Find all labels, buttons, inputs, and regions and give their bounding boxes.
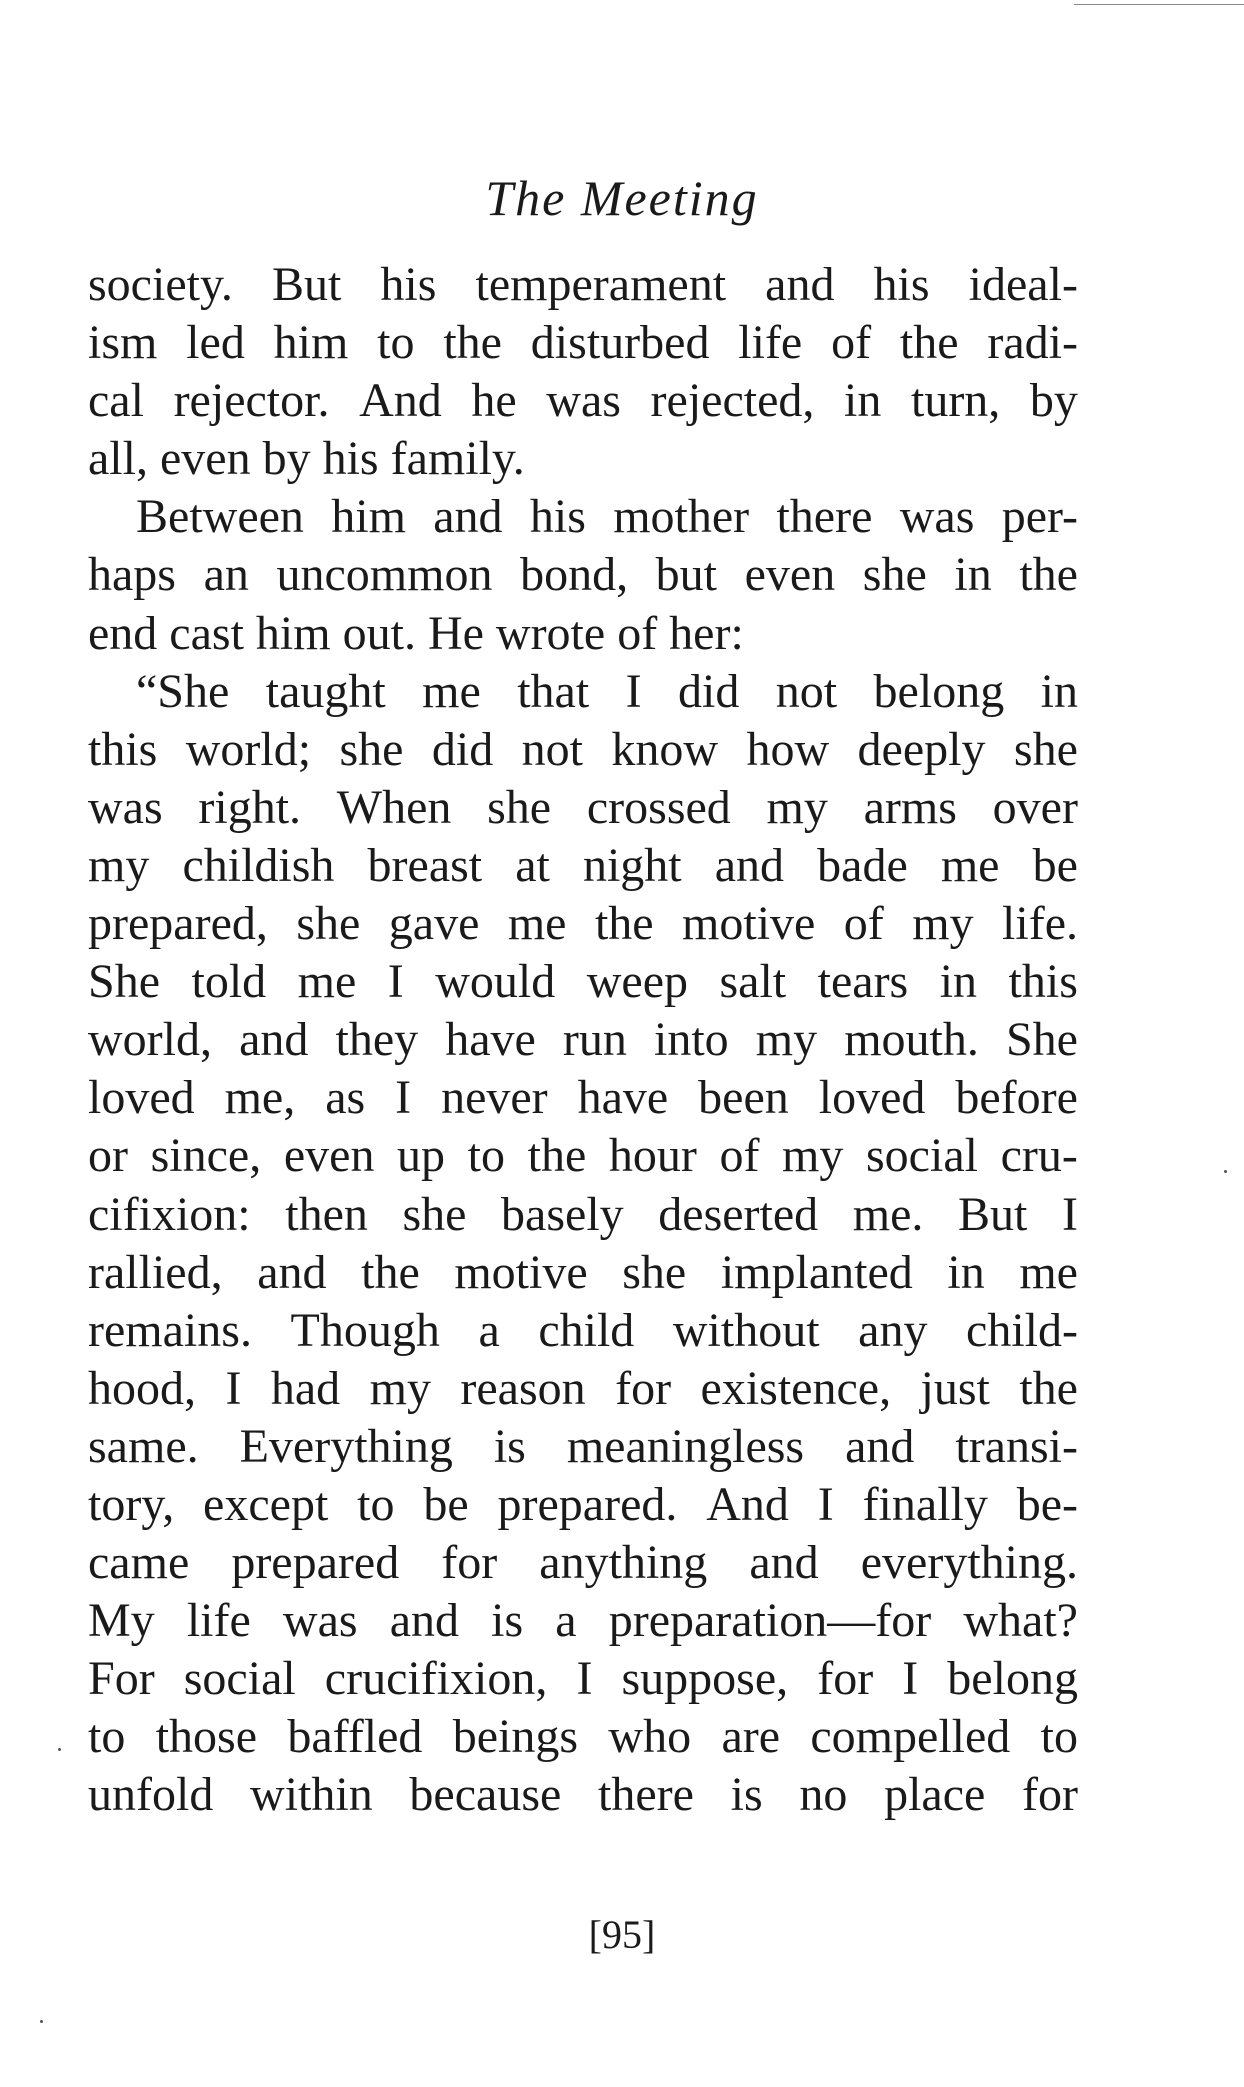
text-line: was right. When she crossed my arms over (88, 780, 1078, 834)
text-line: She told me I would weep salt tears in this (88, 955, 1078, 1009)
text-line: My life was and is a preparation—for what? (88, 1594, 1078, 1648)
text-line: end cast him out. He wrote of her: (88, 606, 744, 660)
body-text (88, 256, 1078, 1825)
text-line: Between him and his mother there was per- (136, 490, 1078, 544)
scan-edge-rule (1074, 4, 1244, 5)
text-line: society. But his temperament and his ideal- (88, 258, 1078, 311)
text-line: tory, except to be prepared. And I finally be- (88, 1477, 1078, 1531)
text-line: ism led him to the disturbed life of the radi- (88, 316, 1078, 370)
text-line: For social crucifixion, I suppose, for I belong (88, 1652, 1078, 1706)
text-line: all, even by his family. (88, 432, 525, 486)
scan-speck (40, 2020, 43, 2023)
text-line: “She taught me that I did not belong in (136, 664, 1078, 718)
text-line: to those baffled beings who are compelled to (88, 1710, 1078, 1764)
scan-speck (1224, 1170, 1227, 1173)
text-line: my childish breast at night and bade me be (88, 838, 1078, 892)
text-line: world, and they have run into my mouth. She (88, 1013, 1078, 1067)
text-line: came prepared for anything and everything. (88, 1536, 1078, 1590)
page-number: [95] (588, 1912, 656, 1957)
scan-speck (58, 1748, 61, 1751)
text-line: unfold within because there is no place for (88, 1768, 1078, 1822)
text-line: hood, I had my reason for existence, just the (88, 1361, 1078, 1415)
text-line: rallied, and the motive she implanted in me (88, 1245, 1078, 1299)
text-line: or since, even up to the hour of my social cru- (88, 1129, 1078, 1183)
text-line: cifixion: then she basely deserted me. But I (88, 1187, 1078, 1241)
text-line: haps an uncommon bond, but even she in the (88, 548, 1078, 602)
text-line: same. Everything is meaningless and transi- (88, 1419, 1078, 1473)
text-line: prepared, she gave me the motive of my life. (88, 897, 1078, 951)
text-line: remains. Though a child without any child- (88, 1303, 1078, 1357)
text-line: loved me, as I never have been loved before (88, 1071, 1078, 1125)
running-head: The Meeting (485, 170, 759, 226)
text-line: this world; she did not know how deeply she (88, 722, 1078, 776)
text-line: cal rejector. And he was rejected, in turn, by (88, 374, 1078, 428)
